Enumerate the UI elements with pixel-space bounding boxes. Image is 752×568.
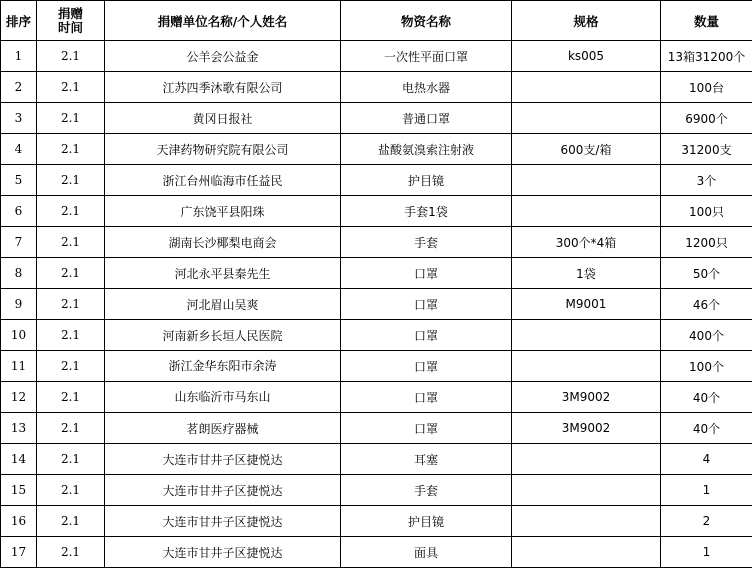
cell-item[interactable]: 口罩 — [341, 258, 512, 289]
cell-qty[interactable]: 40个 — [661, 382, 752, 413]
cell-seq[interactable]: 2 — [1, 72, 37, 103]
cell-seq[interactable]: 6 — [1, 196, 37, 227]
cell-spec[interactable]: 1袋 — [512, 258, 661, 289]
cell-seq[interactable]: 7 — [1, 227, 37, 258]
table-row — [1, 320, 752, 351]
cell-qty[interactable]: 100台 — [661, 72, 752, 103]
header-row — [1, 1, 752, 41]
cell-seq[interactable]: 12 — [1, 382, 37, 413]
table-row — [1, 475, 752, 506]
cell-time[interactable]: 2.1 — [37, 289, 105, 320]
cell-qty[interactable]: 100个 — [661, 351, 752, 382]
cell-spec[interactable] — [512, 475, 661, 506]
cell-seq[interactable]: 10 — [1, 320, 37, 351]
table-row — [1, 351, 752, 382]
table-row — [1, 134, 752, 165]
cell-donor[interactable]: 大连市甘井子区捷悦达 — [105, 475, 341, 506]
cell-spec[interactable] — [512, 320, 661, 351]
cell-item[interactable]: 电热水器 — [341, 72, 512, 103]
table-row — [1, 444, 752, 475]
table-row — [1, 289, 752, 320]
table-row — [1, 103, 752, 134]
cell-time[interactable]: 2.1 — [37, 475, 105, 506]
cell-item[interactable]: 护目镜 — [341, 165, 512, 196]
cell-donor[interactable]: 河南新乡长垣人民医院 — [105, 320, 341, 351]
cell-item[interactable]: 一次性平面口罩 — [341, 41, 512, 72]
cell-qty[interactable]: 13箱31200个 — [661, 41, 752, 72]
cell-time[interactable]: 2.1 — [37, 41, 105, 72]
cell-item[interactable]: 普通口罩 — [341, 103, 512, 134]
cell-donor[interactable]: 公羊会公益金 — [105, 41, 341, 72]
cell-donor[interactable]: 广东饶平县阳珠 — [105, 196, 341, 227]
cell-qty[interactable]: 400个 — [661, 320, 752, 351]
cell-item[interactable]: 面具 — [341, 537, 512, 568]
cell-spec[interactable]: M9001 — [512, 289, 661, 320]
cell-donor[interactable]: 大连市甘井子区捷悦达 — [105, 506, 341, 537]
cell-qty[interactable]: 1 — [661, 537, 752, 568]
cell-item[interactable]: 手套1袋 — [341, 196, 512, 227]
cell-donor[interactable]: 黄冈日报社 — [105, 103, 341, 134]
cell-qty[interactable]: 1 — [661, 475, 752, 506]
cell-seq[interactable]: 3 — [1, 103, 37, 134]
cell-time[interactable]: 2.1 — [37, 351, 105, 382]
cell-time[interactable]: 2.1 — [37, 103, 105, 134]
cell-qty[interactable]: 2 — [661, 506, 752, 537]
cell-time[interactable]: 2.1 — [37, 196, 105, 227]
header-item[interactable]: 物资名称 — [341, 1, 512, 41]
cell-spec[interactable] — [512, 444, 661, 475]
cell-item[interactable]: 口罩 — [341, 320, 512, 351]
cell-donor[interactable]: 河北眉山吴爽 — [105, 289, 341, 320]
cell-time[interactable]: 2.1 — [37, 134, 105, 165]
cell-seq[interactable]: 16 — [1, 506, 37, 537]
cell-spec[interactable] — [512, 196, 661, 227]
cell-seq[interactable]: 5 — [1, 165, 37, 196]
cell-spec[interactable] — [512, 506, 661, 537]
cell-item[interactable]: 手套 — [341, 475, 512, 506]
cell-donor[interactable]: 浙江台州临海市任益民 — [105, 165, 341, 196]
cell-spec[interactable] — [512, 537, 661, 568]
cell-seq[interactable]: 8 — [1, 258, 37, 289]
table-row — [1, 537, 752, 568]
cell-donor[interactable]: 河北永平县秦先生 — [105, 258, 341, 289]
cell-donor[interactable]: 湖南长沙椰梨电商会 — [105, 227, 341, 258]
cell-spec[interactable] — [512, 351, 661, 382]
cell-spec[interactable]: 300个*4箱 — [512, 227, 661, 258]
cell-donor[interactable]: 天津药物研究院有限公司 — [105, 134, 341, 165]
table-row — [1, 506, 752, 537]
cell-seq[interactable]: 17 — [1, 537, 37, 568]
table-row — [1, 382, 752, 413]
cell-item[interactable]: 口罩 — [341, 382, 512, 413]
cell-seq[interactable]: 4 — [1, 134, 37, 165]
cell-qty[interactable]: 46个 — [661, 289, 752, 320]
cell-time[interactable]: 2.1 — [37, 258, 105, 289]
cell-qty[interactable]: 4 — [661, 444, 752, 475]
cell-seq[interactable]: 15 — [1, 475, 37, 506]
cell-spec[interactable]: 600支/箱 — [512, 134, 661, 165]
cell-item[interactable]: 口罩 — [341, 413, 512, 444]
header-donor[interactable]: 捐赠单位名称/个人姓名 — [105, 1, 341, 41]
cell-time[interactable]: 2.1 — [37, 165, 105, 196]
cell-seq[interactable]: 1 — [1, 41, 37, 72]
cell-time[interactable]: 2.1 — [37, 382, 105, 413]
cell-item[interactable]: 口罩 — [341, 351, 512, 382]
header-time[interactable] — [37, 1, 105, 41]
cell-qty[interactable]: 50个 — [661, 258, 752, 289]
cell-seq[interactable]: 9 — [1, 289, 37, 320]
cell-spec[interactable] — [512, 103, 661, 134]
cell-time[interactable]: 2.1 — [37, 444, 105, 475]
cell-seq[interactable]: 13 — [1, 413, 37, 444]
cell-spec[interactable]: ks005 — [512, 41, 661, 72]
cell-spec[interactable]: 3M9002 — [512, 382, 661, 413]
header-time-line1: 捐赠 — [58, 6, 83, 21]
cell-time[interactable]: 2.1 — [37, 320, 105, 351]
cell-donor[interactable]: 江苏四季沐歌有限公司 — [105, 72, 341, 103]
cell-donor[interactable]: 大连市甘井子区捷悦达 — [105, 444, 341, 475]
cell-time[interactable]: 2.1 — [37, 537, 105, 568]
cell-qty[interactable]: 40个 — [661, 413, 752, 444]
cell-time[interactable]: 2.1 — [37, 227, 105, 258]
cell-donor[interactable]: 大连市甘井子区捷悦达 — [105, 537, 341, 568]
cell-time[interactable]: 2.1 — [37, 72, 105, 103]
cell-time[interactable]: 2.1 — [37, 506, 105, 537]
table-row — [1, 258, 752, 289]
cell-donor[interactable]: 山东临沂市马东山 — [105, 382, 341, 413]
cell-item[interactable]: 护目镜 — [341, 506, 512, 537]
cell-item[interactable]: 手套 — [341, 227, 512, 258]
table-row — [1, 227, 752, 258]
table-row — [1, 165, 752, 196]
cell-donor[interactable]: 茗朗医疗器械 — [105, 413, 341, 444]
header-seq[interactable]: 排序 — [1, 1, 37, 41]
table-row — [1, 72, 752, 103]
table-row — [1, 41, 752, 72]
cell-qty[interactable]: 31200支 — [661, 134, 752, 165]
cell-qty[interactable]: 3个 — [661, 165, 752, 196]
cell-qty[interactable]: 6900个 — [661, 103, 752, 134]
cell-item[interactable]: 盐酸氨溴索注射液 — [341, 134, 512, 165]
table-row — [1, 413, 752, 444]
header-spec[interactable]: 规格 — [512, 1, 661, 41]
cell-item[interactable]: 口罩 — [341, 289, 512, 320]
header-qty[interactable]: 数量 — [661, 1, 752, 41]
cell-item[interactable]: 耳塞 — [341, 444, 512, 475]
cell-seq[interactable]: 14 — [1, 444, 37, 475]
cell-qty[interactable]: 100只 — [661, 196, 752, 227]
cell-donor[interactable]: 浙江金华东阳市余涛 — [105, 351, 341, 382]
header-time-line2: 时间 — [58, 20, 83, 35]
cell-seq[interactable]: 11 — [1, 351, 37, 382]
cell-time[interactable]: 2.1 — [37, 413, 105, 444]
cell-spec[interactable]: 3M9002 — [512, 413, 661, 444]
cell-spec[interactable] — [512, 72, 661, 103]
table-row — [1, 196, 752, 227]
cell-qty[interactable]: 1200只 — [661, 227, 752, 258]
cell-spec[interactable] — [512, 165, 661, 196]
